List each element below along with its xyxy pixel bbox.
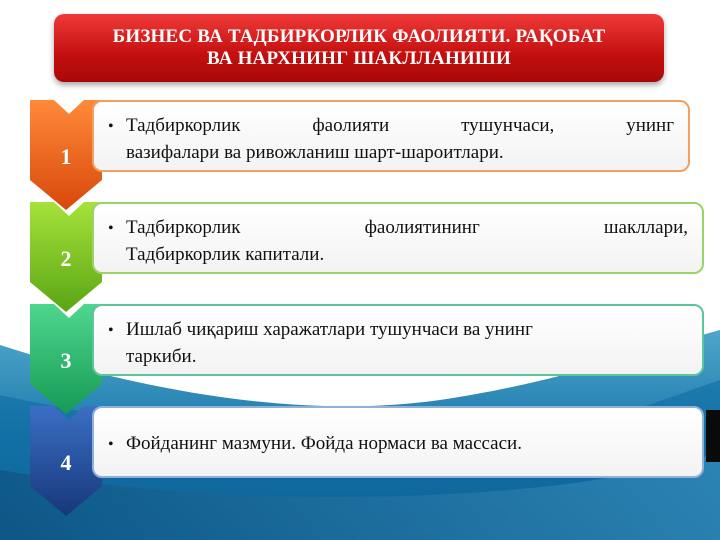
item-number: 2	[60, 246, 72, 271]
item-number: 3	[60, 348, 72, 373]
item-number: 1	[60, 144, 72, 169]
word: Тадбиркорлик	[126, 217, 241, 238]
word: шакллари,	[603, 217, 688, 238]
item-card	[92, 406, 704, 478]
bullet: •	[108, 322, 114, 339]
bullet: •	[108, 220, 114, 237]
word: фаолиятининг	[364, 217, 480, 238]
title-line-1: БИЗНЕС ВА ТАДБИРКОРЛИК ФАОЛИЯТИ. РАҚОБАТ	[112, 26, 606, 47]
item-card	[92, 202, 704, 274]
word: Тадбиркорлик	[126, 115, 241, 136]
bullet: •	[108, 436, 114, 453]
item-text-line-1	[126, 112, 674, 139]
word: фаолияти	[312, 115, 390, 136]
item-number: 4	[60, 450, 72, 475]
item-text-line-2: вазифалари ва ривожланиш шарт-шароитлари.	[126, 142, 504, 163]
word: унинг	[626, 115, 674, 136]
item-text-line-2: таркиби.	[126, 346, 197, 367]
item-card	[92, 100, 690, 172]
item-text-line-1: Ишлаб чиқариш харажатлари тушунчаси ва унинг	[126, 319, 533, 340]
item-text-line-1: Фойданинг мазмуни. Фойда нормаси ва массаси.	[126, 433, 522, 454]
slide-title-box	[54, 14, 664, 82]
bullet: •	[108, 118, 114, 135]
title-line-2: ВА НАРХНИНГ ШАКЛЛАНИШИ	[207, 48, 511, 69]
item-card	[92, 304, 704, 376]
item-text-line-2: Тадбиркорлик капитали.	[126, 244, 325, 265]
item-text-line-1	[126, 214, 688, 241]
word: тушунчаси,	[461, 115, 555, 136]
